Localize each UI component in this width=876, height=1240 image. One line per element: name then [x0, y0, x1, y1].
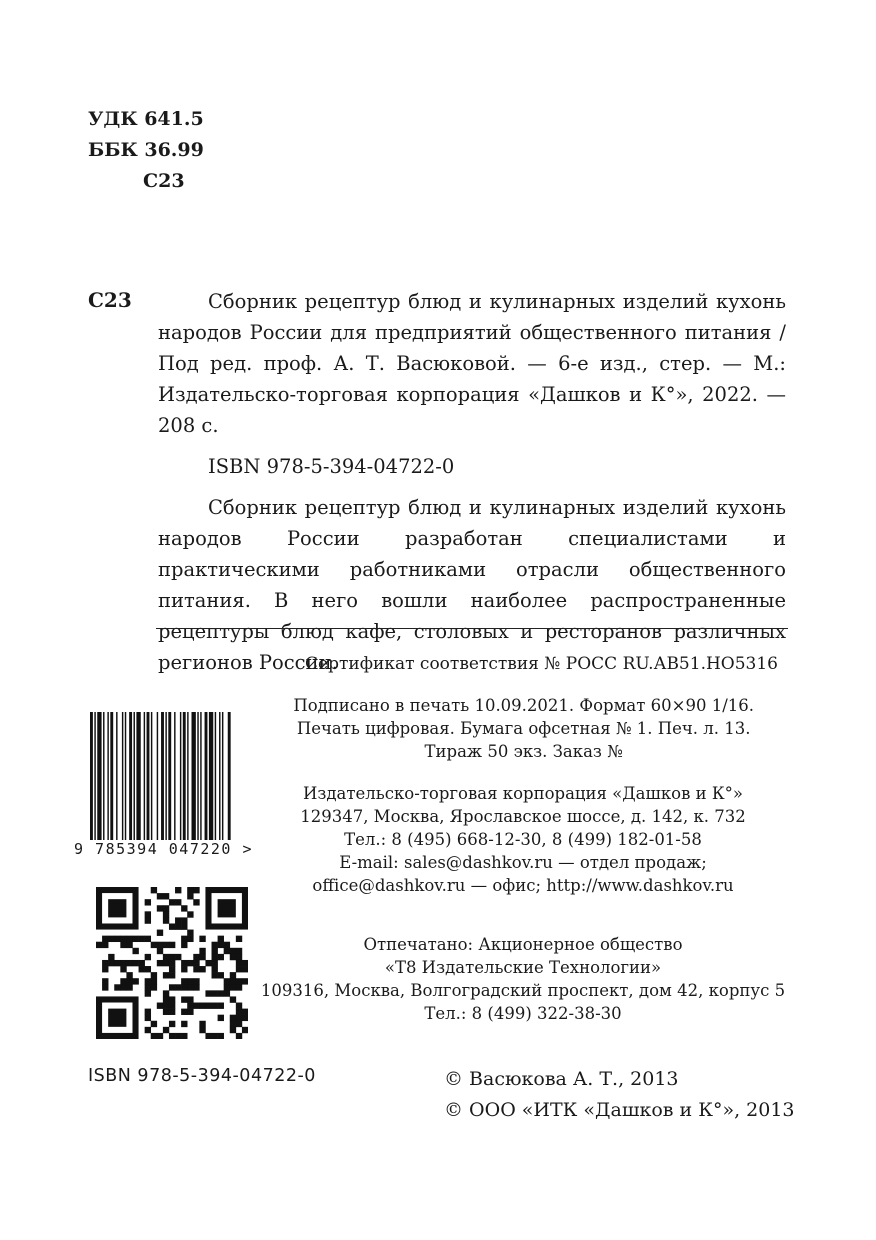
- bibliographic-block: [158, 286, 786, 678]
- print-info-line: Подписано в печать 10.09.2021. Формат 60×90 1/16.: [293, 696, 754, 715]
- bbk-code: ББК 36.99: [88, 139, 204, 161]
- author-sign: С23: [143, 170, 185, 192]
- printer-line: Отпечатано: Акционерное общество: [363, 935, 683, 954]
- qr-code: [96, 887, 248, 1043]
- footer-isbn: ISBN 978-5-394-04722-0: [88, 1066, 316, 1086]
- printer-phone: Тел.: 8 (499) 322-38-30: [424, 1004, 622, 1023]
- publisher-info: [288, 782, 758, 897]
- divider-line: [156, 628, 788, 629]
- print-info-line: Печать цифровая. Бумага офсетная № 1. Печ. л. 13.: [296, 719, 751, 738]
- copyright-publisher: © ООО «ИТК «Дашков и К°», 2013: [444, 1099, 795, 1121]
- publisher-phone: Тел.: 8 (495) 668-12-30, 8 (499) 182-01-58: [344, 830, 702, 849]
- publisher-email-office: office@dashkov.ru — офис; http://www.dashkov.ru: [312, 876, 734, 895]
- copyright-block: [444, 1064, 795, 1126]
- print-info: [293, 694, 754, 763]
- classification-codes: [88, 104, 204, 197]
- publisher-email-sales: E-mail: sales@dashkov.ru — отдел продаж;: [339, 853, 707, 872]
- printer-address: 109316, Москва, Волгоградский проспект, дом 42, корпус 5: [260, 981, 786, 1000]
- print-info-line: Тираж 50 экз. Заказ №: [424, 742, 623, 761]
- printer-line: «Т8 Издательские Технологии»: [384, 958, 662, 977]
- barcode-digits: 9 785394 047220 >: [74, 840, 254, 858]
- bibliographic-isbn: ISBN 978-5-394-04722-0: [208, 455, 455, 478]
- barcode-image: [90, 712, 266, 844]
- annotation: Сборник рецептур блюд и кулинарных изделий кухонь народов России разработан специалистами и практическими работниками отрасли общественного питания. В него вошли наиболее распространенные рецептуры блюд кафе, столовых и ресторанов различных регионов России.: [158, 496, 786, 674]
- publisher-name: Издательско-торговая корпорация «Дашков и К°»: [302, 784, 743, 803]
- bibliographic-description: Сборник рецептур блюд и кулинарных изделий кухонь народов России для предприятий общественного питания / Под ред. проф. А. Т. Васюковой. — 6-е изд., стер. — М.: Издательско-торговая корпорация «Дашков и К°», 2022. — 208 с.: [158, 290, 786, 437]
- udk-code: УДК 641.5: [88, 108, 204, 130]
- publisher-address: 129347, Москва, Ярославское шоссе, д. 142, к. 732: [300, 807, 746, 826]
- certificate-line: Сертификат соответствия № РОСС RU.АВ51.НО5316: [305, 654, 778, 674]
- printer-info: [258, 933, 788, 1025]
- entry-code: С23: [88, 288, 132, 312]
- copyright-author: © Васюкова А. Т., 2013: [444, 1068, 679, 1090]
